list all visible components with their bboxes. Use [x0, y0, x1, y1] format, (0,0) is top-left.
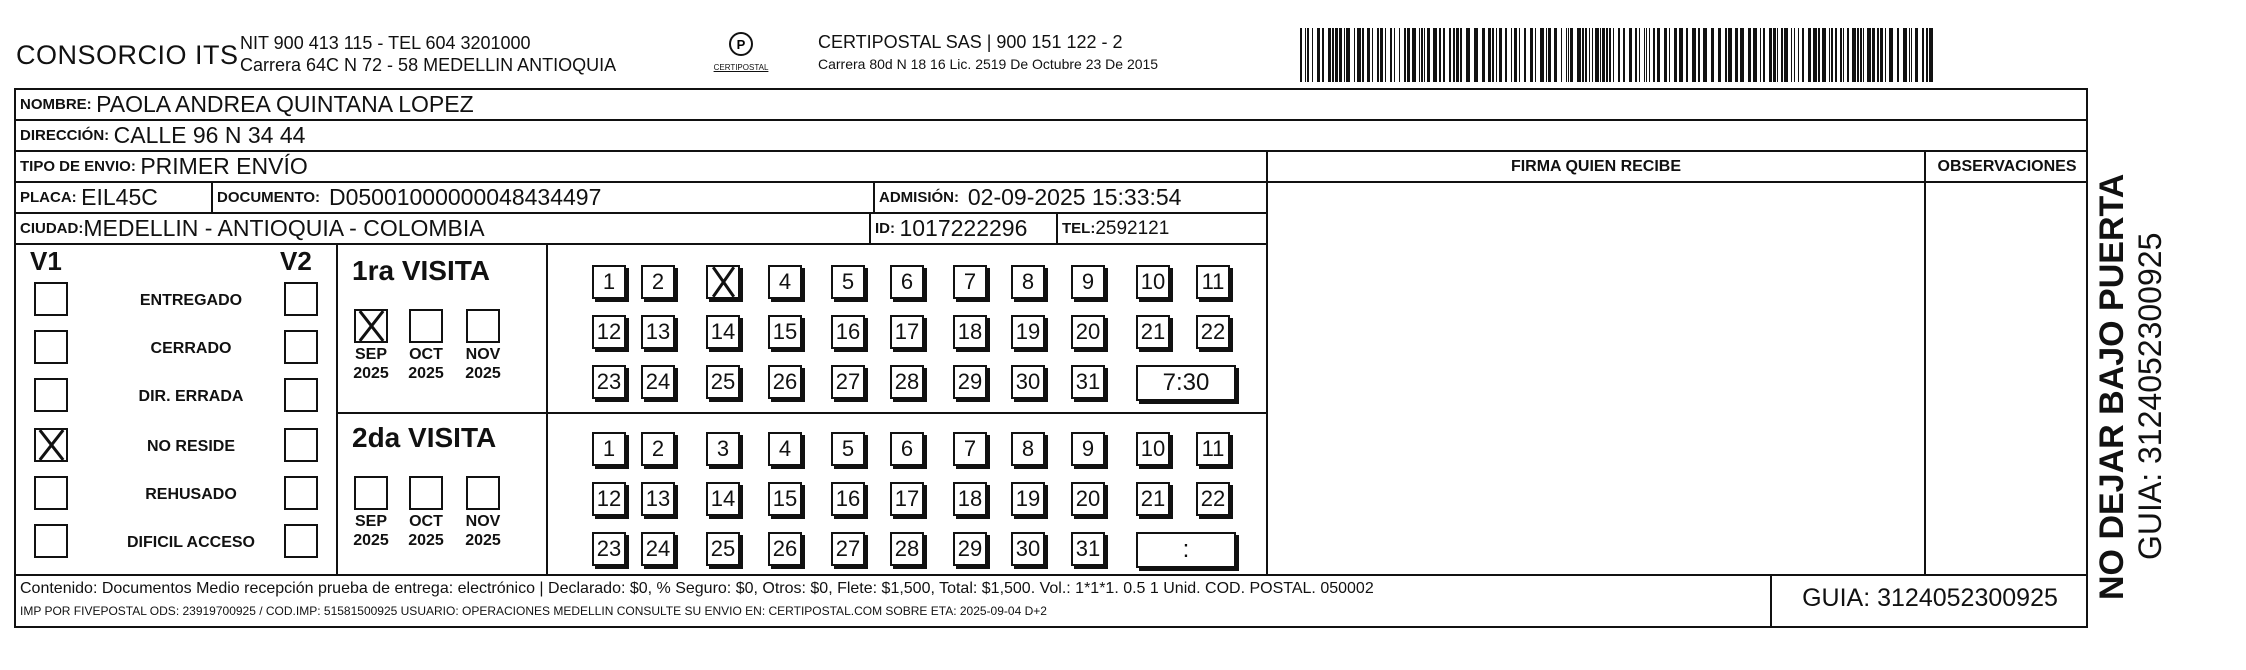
day-box[interactable]: 16 [831, 482, 865, 516]
month-checkbox[interactable] [466, 476, 500, 510]
day-box[interactable]: 26 [768, 532, 802, 566]
observaciones-label: OBSERVACIONES [1937, 157, 2077, 175]
status-v2-checkbox[interactable] [284, 282, 318, 316]
day-box[interactable]: 13 [641, 482, 675, 516]
day-box[interactable]: 13 [641, 315, 675, 349]
footer-line1: Contenido: Documentos Medio recepción prueba de entrega: electrónico | Declarado: $0, % Seguro: $0, Otros: $0, Flete: $1,500, Total: $1,500. Vol.: 1*1*1. 0.5 1 Unid. COD. POSTAL. 050002 [20, 580, 1374, 597]
status-v1-checkbox[interactable] [34, 476, 68, 510]
nombre-value: PAOLA ANDREA QUINTANA LOPEZ [96, 91, 474, 117]
status-label: CERRADO [150, 340, 232, 357]
day-box[interactable]: 12 [592, 315, 626, 349]
day-box[interactable]: 12 [592, 482, 626, 516]
day-box[interactable]: 2 [641, 265, 675, 299]
day-box[interactable]: 24 [641, 365, 675, 399]
ciudad-value: MEDELLIN - ANTIOQUIA - COLOMBIA [83, 215, 485, 241]
status-v2-checkbox[interactable] [284, 378, 318, 412]
status-label: ENTREGADO [139, 292, 243, 309]
v2-label: V2 [280, 246, 312, 276]
day-box[interactable]: 5 [831, 265, 865, 299]
status-v1-checkbox[interactable] [34, 428, 68, 462]
day-box[interactable]: 20 [1071, 482, 1105, 516]
day-box[interactable]: 7 [953, 265, 987, 299]
certipostal-logo-text: CERTIPOSTAL [713, 63, 769, 72]
month-label: OCT 2025 [408, 513, 444, 549]
id-label: ID: [875, 220, 895, 237]
nombre-row [16, 90, 2088, 121]
certipostal-logo-icon [724, 30, 758, 60]
day-box[interactable]: 28 [890, 532, 924, 566]
day-box[interactable]: 9 [1071, 265, 1105, 299]
company-name: CONSORCIO ITS [16, 40, 239, 70]
day-box[interactable]: 29 [953, 365, 987, 399]
placa-row [16, 183, 1266, 214]
certipostal-logo [706, 30, 776, 72]
placa-value: EIL45C [81, 184, 158, 210]
status-v1-checkbox[interactable] [34, 378, 68, 412]
month-label: NOV 2025 [465, 346, 501, 382]
visit-title: 2da VISITA [352, 422, 497, 453]
day-box[interactable]: 15 [768, 315, 802, 349]
day-box[interactable]: 14 [706, 482, 740, 516]
day-box[interactable]: 1 [592, 432, 626, 466]
day-box[interactable]: 4 [768, 265, 802, 299]
tipo-label: TIPO DE ENVIO: [20, 158, 136, 175]
day-box[interactable]: 17 [890, 482, 924, 516]
day-box[interactable]: 23 [592, 365, 626, 399]
company-nit-tel: NIT 900 413 115 - TEL 604 3201000 [240, 33, 531, 53]
day-box[interactable]: 10 [1136, 265, 1170, 299]
day-box[interactable]: 30 [1011, 532, 1045, 566]
svg-text:P: P [736, 37, 746, 52]
day-box[interactable]: 18 [953, 315, 987, 349]
day-box[interactable]: 22 [1196, 482, 1230, 516]
visit-time-box[interactable]: : [1136, 532, 1236, 568]
day-box[interactable]: 16 [831, 315, 865, 349]
admision-value: 02-09-2025 15:33:54 [967, 184, 1182, 210]
side-notice [2092, 174, 2168, 600]
day-box[interactable]: 21 [1136, 482, 1170, 516]
carrier-name: CERTIPOSTAL SAS | 900 151 122 - 2 [818, 32, 1123, 52]
tel-label: TEL: [1062, 220, 1096, 237]
day-box[interactable]: 1 [592, 265, 626, 299]
id-value: 1017222296 [899, 215, 1028, 241]
month-checkbox[interactable] [466, 309, 500, 343]
visit-title: 1ra VISITA [352, 255, 490, 286]
direccion-label: DIRECCIÓN: [20, 127, 110, 144]
day-box[interactable]: 17 [890, 315, 924, 349]
month-label: NOV 2025 [465, 513, 501, 549]
day-box[interactable]: 8 [1011, 432, 1045, 466]
footer-line2: IMP POR FIVEPOSTAL ODS: 23919700925 / COD.IMP: 51581500925 USUARIO: OPERACIONES MEDELLIN CONSULTE SU ENVIO EN: CERTIPOSTAL.COM SOBRE ETA: 2025-09-04 D+2 [20, 604, 1047, 618]
day-box[interactable] [706, 265, 740, 299]
day-box[interactable]: 14 [706, 315, 740, 349]
month-label: SEP 2025 [353, 513, 389, 549]
visit-time-box[interactable]: 7:30 [1136, 365, 1236, 401]
month-checkbox[interactable] [354, 476, 388, 510]
day-box[interactable]: 7 [953, 432, 987, 466]
day-box[interactable]: 27 [831, 532, 865, 566]
barcode [1300, 28, 1935, 82]
day-box[interactable]: 31 [1071, 532, 1105, 566]
day-box[interactable]: 25 [706, 532, 740, 566]
delivery-form [14, 88, 2088, 628]
admision-label: ADMISIÓN: [879, 189, 959, 206]
nombre-label: NOMBRE: [20, 96, 92, 113]
side-guia: GUIA: 3124052300925 [2132, 232, 2168, 560]
status-label: REHUSADO [145, 486, 237, 503]
day-box[interactable]: 29 [953, 532, 987, 566]
company-address: Carrera 64C N 72 - 58 MEDELLIN ANTIOQUIA [240, 55, 617, 75]
status-v2-checkbox[interactable] [284, 476, 318, 510]
ciudad-label: CIUDAD: [20, 220, 84, 237]
day-box[interactable]: 18 [953, 482, 987, 516]
status-label: DIFICIL ACCESO [126, 534, 255, 551]
v1-label: V1 [30, 246, 62, 276]
status-label: NO RESIDE [146, 438, 235, 455]
day-box[interactable]: 30 [1011, 365, 1045, 399]
side-warning: NO DEJAR BAJO PUERTA [2093, 173, 2131, 600]
carrier-info [818, 32, 1158, 72]
ciudad-row [16, 214, 1266, 245]
month-label: OCT 2025 [408, 346, 444, 382]
day-box[interactable]: 19 [1011, 482, 1045, 516]
day-box[interactable]: 28 [890, 365, 924, 399]
day-box[interactable]: 3 [706, 432, 740, 466]
company-info [240, 32, 616, 76]
day-box[interactable]: 27 [831, 365, 865, 399]
status-v2-checkbox[interactable] [284, 524, 318, 558]
status-v2-checkbox[interactable] [284, 330, 318, 364]
month-checkbox[interactable] [409, 309, 443, 343]
tipo-row [16, 152, 2088, 183]
day-box[interactable]: 6 [890, 432, 924, 466]
day-box[interactable]: 25 [706, 365, 740, 399]
direccion-row [16, 121, 2088, 152]
day-box[interactable]: 19 [1011, 315, 1045, 349]
month-label: SEP 2025 [353, 346, 389, 382]
status-label: DIR. ERRADA [138, 388, 244, 405]
day-box[interactable]: 26 [768, 365, 802, 399]
day-box[interactable]: 23 [592, 532, 626, 566]
day-box[interactable]: 15 [768, 482, 802, 516]
day-box[interactable]: 31 [1071, 365, 1105, 399]
day-box[interactable]: 21 [1136, 315, 1170, 349]
day-box[interactable]: 6 [890, 265, 924, 299]
day-box[interactable]: 2 [641, 432, 675, 466]
documento-value: D05001000000048434497 [328, 184, 602, 210]
carrier-address: Carrera 80d N 18 16 Lic. 2519 De Octubre 23 De 2015 [818, 56, 1159, 72]
month-checkbox[interactable] [409, 476, 443, 510]
day-box[interactable]: 4 [768, 432, 802, 466]
day-box[interactable]: 5 [831, 432, 865, 466]
day-box[interactable]: 11 [1196, 432, 1230, 466]
status-v2-checkbox[interactable] [284, 428, 318, 462]
day-box[interactable]: 10 [1136, 432, 1170, 466]
firma-label: FIRMA QUIEN RECIBE [1510, 157, 1682, 175]
status-v1-checkbox[interactable] [34, 282, 68, 316]
day-box[interactable]: 22 [1196, 315, 1230, 349]
day-box[interactable]: 8 [1011, 265, 1045, 299]
tel-value: 2592121 [1095, 217, 1170, 239]
footer-guia: GUIA: 3124052300925 [1802, 584, 2058, 612]
placa-label: PLACA: [20, 189, 77, 206]
status-v1-checkbox[interactable] [34, 330, 68, 364]
direccion-value: CALLE 96 N 34 44 [113, 122, 306, 148]
month-checkbox[interactable] [354, 309, 388, 343]
documento-label: DOCUMENTO: [217, 189, 321, 206]
day-box[interactable]: 20 [1071, 315, 1105, 349]
day-box[interactable]: 24 [641, 532, 675, 566]
day-box[interactable]: 11 [1196, 265, 1230, 299]
tipo-value: PRIMER ENVÍO [140, 153, 308, 179]
day-box[interactable]: 9 [1071, 432, 1105, 466]
status-v1-checkbox[interactable] [34, 524, 68, 558]
